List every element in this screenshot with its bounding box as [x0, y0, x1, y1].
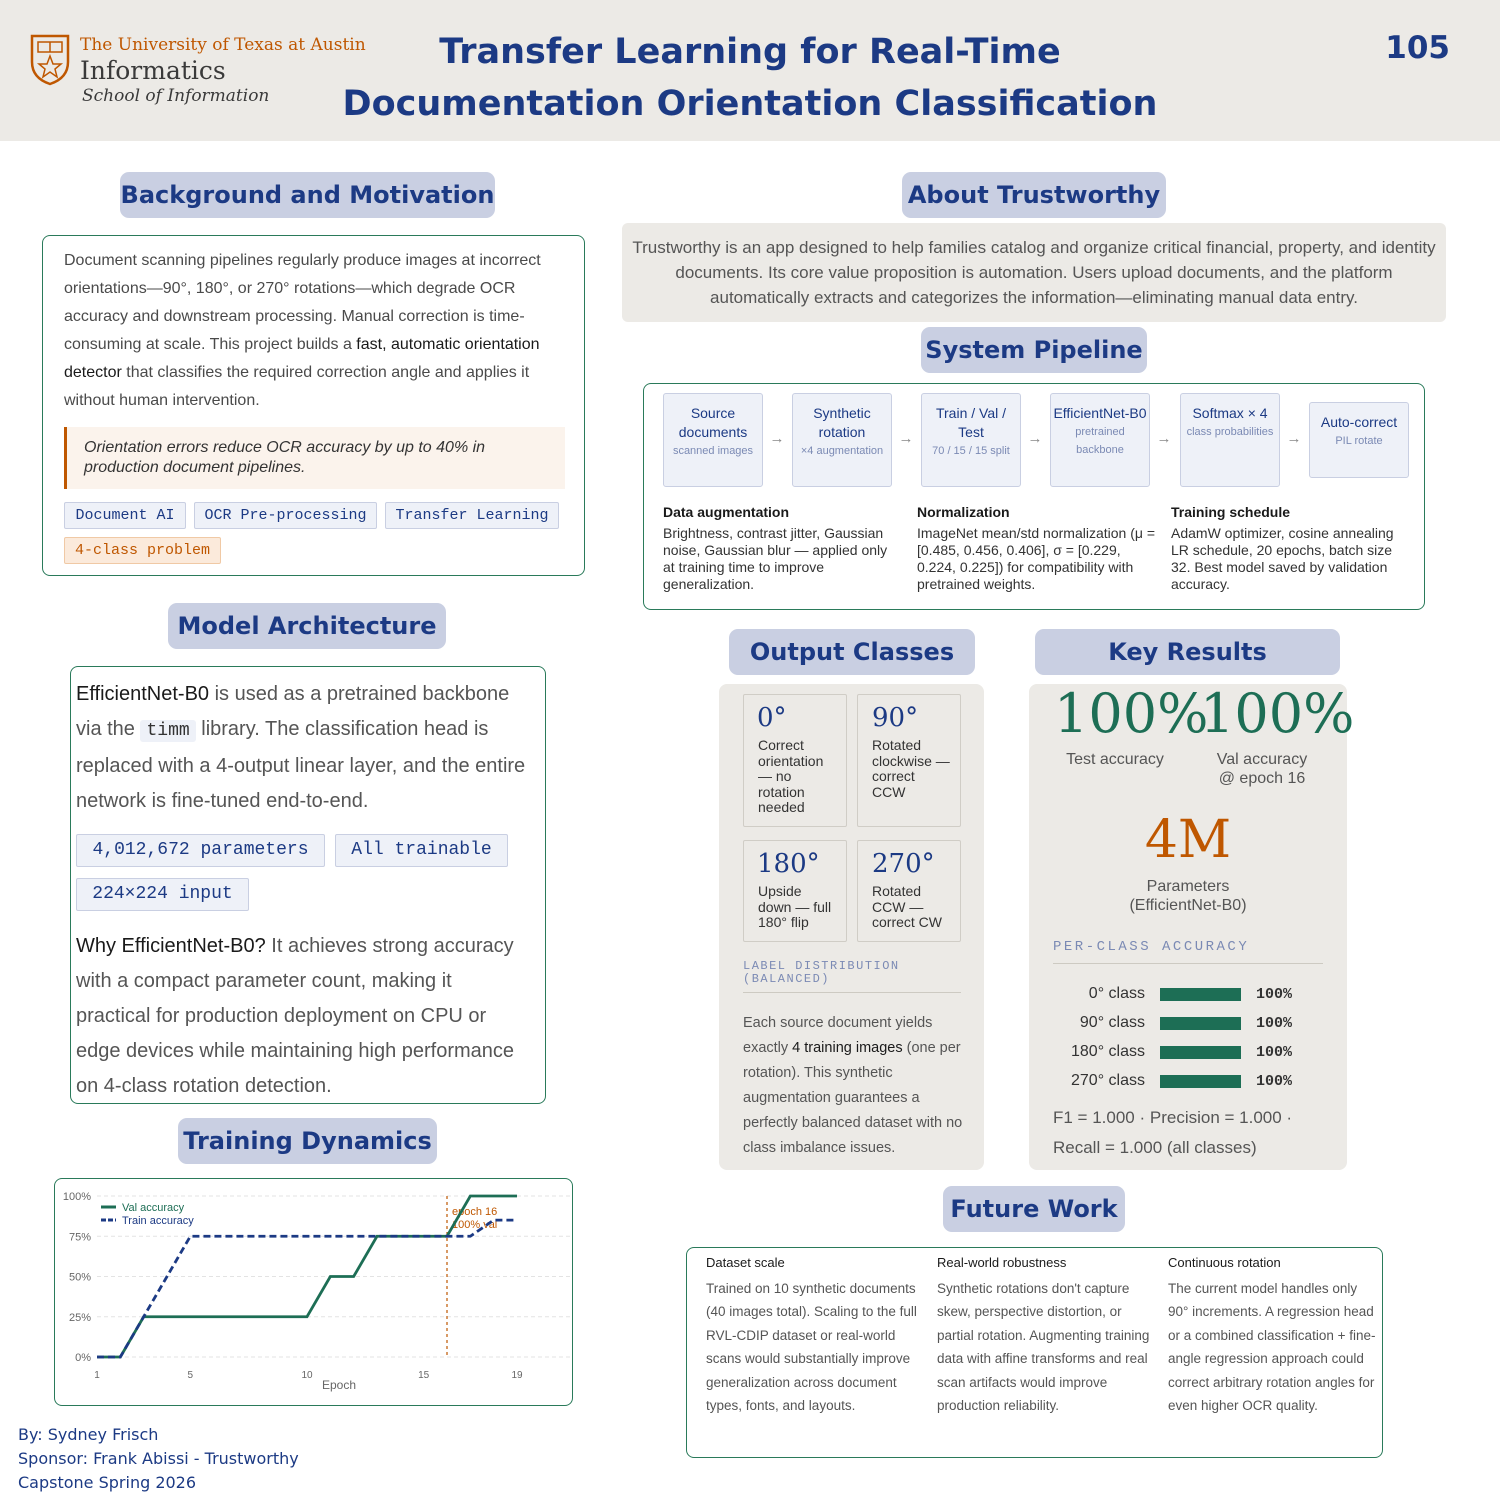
- distribution-text-part2: (one per rotation). This synthetic augmentation guarantees a perfectly balanced dataset with no class imbalance issues.: [743, 1040, 963, 1156]
- per-class-value: 100%: [1256, 1044, 1293, 1061]
- train-accuracy-line: [97, 1220, 517, 1357]
- per-class-bar-fill: [1160, 1075, 1241, 1088]
- per-class-name: 90° class: [1079, 1014, 1145, 1031]
- classes-heading: Output Classes: [729, 629, 975, 675]
- pipeline-heading: System Pipeline: [921, 327, 1147, 373]
- val-accuracy-label: [1200, 750, 1324, 788]
- pipeline-step-autocorrect: [1309, 402, 1409, 478]
- x-tick-label: 1: [94, 1370, 100, 1381]
- pipeline-step-softmax: [1180, 393, 1280, 487]
- ut-seal-icon: [30, 34, 70, 86]
- pipeline-step-rotation: [792, 393, 892, 487]
- future-rotation-text: The current model handles only 90° increments. A regression head or a combined classification + fine-angle regression approach could correct arbitrary rotation angles for even higher OCR quality.: [1168, 1281, 1376, 1414]
- distribution-text-bold: 4 training images: [792, 1040, 903, 1056]
- per-class-bar: [1160, 1017, 1241, 1030]
- schedule-text: AdamW optimizer, cosine annealing LR schedule, 20 epochs, batch size 32. Best model saved by validation accuracy.: [1171, 525, 1394, 592]
- pipeline-step-title: Train / Val / Test: [935, 405, 1007, 440]
- pipeline-step-sub: PIL rotate: [1335, 435, 1383, 447]
- arrow-right-icon: →: [1027, 430, 1043, 447]
- future-dataset-text: Trained on 10 synthetic documents (40 images total). Scaling to the full RVL-CDIP dataset or real-world scans would substantially improve generalization across document types, fonts, and layouts.: [706, 1281, 917, 1414]
- school-subtitle: School of Information: [82, 86, 270, 106]
- summary-metrics: F1 = 1.000 · Precision = 1.000 · Recall = 1.000 (all classes): [1053, 1108, 1293, 1157]
- per-class-bar-fill: [1160, 1017, 1241, 1030]
- distribution-text-part1: Each source document yields exactly: [743, 1015, 933, 1056]
- class-degree: 270°: [872, 849, 935, 879]
- poster-title-line2: Documentation Orientation Classification: [342, 84, 1158, 124]
- parameter-count-label-line2: (EfficientNet-B0): [1129, 897, 1247, 914]
- future-dataset-heading: Dataset scale: [706, 1255, 785, 1270]
- normalization-heading: Normalization: [917, 504, 1010, 520]
- future-robustness-heading: Real-world robustness: [937, 1255, 1067, 1270]
- per-class-name: 0° class: [1088, 985, 1145, 1002]
- tag-document-ai: Document AI: [64, 502, 186, 529]
- term-credit: Capstone Spring 2026: [18, 1473, 197, 1492]
- sponsor-credit: Sponsor: Frank Abissi - Trustworthy: [18, 1449, 299, 1468]
- y-tick-label: 100%: [62, 1191, 91, 1203]
- val-accuracy-label-line1: Val accuracy: [1216, 751, 1308, 768]
- per-class-value: 100%: [1256, 1073, 1293, 1090]
- schedule-heading: Training schedule: [1171, 504, 1291, 520]
- x-tick-label: 5: [187, 1370, 194, 1381]
- augmentation-heading: Data augmentation: [663, 504, 790, 520]
- per-class-bar: [1160, 988, 1241, 1001]
- tag-transfer-learning: Transfer Learning: [385, 502, 559, 529]
- x-tick-label: 10: [301, 1370, 313, 1381]
- parameter-count-value: 4M: [1144, 810, 1232, 870]
- author-credit: By: Sydney Frisch: [18, 1425, 159, 1444]
- val-accuracy-label-line2: @ epoch 16: [1218, 770, 1306, 787]
- pipeline-step-title: Auto-correct: [1320, 414, 1398, 430]
- y-tick-label: 75%: [68, 1231, 91, 1244]
- class-degree: 180°: [757, 849, 820, 879]
- label-distribution-text: [743, 1011, 965, 1161]
- annotation-label: epoch 16: [452, 1206, 498, 1218]
- per-class-name: 270° class: [1071, 1072, 1145, 1089]
- y-tick-label: 50%: [68, 1271, 91, 1284]
- future-robustness-text: Synthetic rotations don't capture skew, perspective distortion, or partial rotation. Augmenting training data with affine transforms and real scan artifacts would improve production reliability.: [937, 1281, 1150, 1414]
- future-rotation-heading: Continuous rotation: [1168, 1255, 1281, 1270]
- class-description: Rotated clockwise — correct CCW: [872, 737, 950, 800]
- training-heading: Training Dynamics: [178, 1118, 437, 1164]
- per-class-bar-fill: [1160, 988, 1241, 1001]
- timm-code: timm: [140, 720, 195, 742]
- per-class-bar-fill: [1160, 1046, 1241, 1059]
- pipeline-step-sub: scanned images: [672, 445, 754, 457]
- background-text-part2: that classifies the required correction angle and applies it without human intervention.: [64, 364, 530, 409]
- future-heading: Future Work: [943, 1186, 1125, 1232]
- pipeline-step-backbone: [1050, 393, 1150, 487]
- pipeline-step-sub: pretrained backbone: [1075, 426, 1125, 456]
- pipeline-step-title: Synthetic rotation: [813, 405, 871, 440]
- per-class-bar: [1160, 1075, 1241, 1088]
- institution-name: The University of Texas at Austin: [80, 35, 366, 55]
- per-class-bar: [1160, 1046, 1241, 1059]
- results-heading: Key Results: [1035, 629, 1340, 675]
- arrow-right-icon: →: [1286, 430, 1302, 447]
- poster-title-line1: Transfer Learning for Real-Time: [439, 32, 1061, 72]
- model-text-b: library. The classification head is replaced with a 4-output linear layer, and the entire network is fine-tuned end-to-end.: [76, 718, 526, 812]
- model-rationale-bold: Why EfficientNet-B0?: [76, 935, 266, 957]
- background-callout-text: Orientation errors reduce OCR accuracy by up to 40% in production document pipelines.: [84, 439, 486, 476]
- arrow-right-icon: →: [898, 430, 914, 447]
- background-heading: Background and Motivation: [120, 172, 495, 218]
- legend-label: Val accuracy: [122, 1202, 185, 1214]
- val-accuracy-value: 100%: [1200, 682, 1355, 745]
- tag-input-size: 224×224 input: [76, 878, 249, 911]
- pipeline-step-sub: class probabilities: [1186, 426, 1274, 438]
- class-description: Rotated CCW — correct CW: [872, 883, 942, 930]
- poster-title: [340, 26, 1160, 130]
- per-class-value: 100%: [1256, 1015, 1293, 1032]
- test-accuracy-value: 100%: [1054, 682, 1209, 745]
- legend-label: Train accuracy: [122, 1215, 194, 1227]
- pipeline-step-title: EfficientNet-B0: [1053, 405, 1147, 421]
- about-heading: About Trustworthy: [902, 172, 1166, 218]
- tag-parameters: 4,012,672 parameters: [76, 834, 325, 867]
- class-description: Correct orientation — no rotation needed: [758, 737, 824, 815]
- pipeline-step-sub: 70 / 15 / 15 split: [932, 445, 1010, 457]
- training-chart: [54, 1178, 573, 1406]
- parameter-count-label: [1029, 877, 1347, 915]
- class-degree: 0°: [757, 703, 787, 733]
- per-class-value: 100%: [1256, 986, 1293, 1003]
- model-description: [76, 677, 538, 819]
- pipeline-step-split: [921, 393, 1021, 487]
- pipeline-step-title: Source documents: [678, 405, 748, 440]
- arrow-right-icon: →: [1156, 430, 1172, 447]
- background-text: [64, 247, 574, 415]
- class-degree: 90°: [872, 703, 919, 733]
- tag-ocr-preprocessing: OCR Pre-processing: [194, 502, 377, 529]
- per-class-accuracy-label: PER-CLASS ACCURACY: [1053, 939, 1323, 964]
- x-tick-label: 19: [511, 1370, 523, 1381]
- school-name: Informatics: [80, 56, 226, 85]
- per-class-name: 180° class: [1071, 1043, 1145, 1060]
- x-axis-label: Epoch: [321, 1378, 357, 1392]
- test-accuracy-label: Test accuracy: [1066, 751, 1164, 768]
- y-tick-label: 25%: [68, 1311, 91, 1324]
- model-text-a: is used as a pretrained backbone via the: [76, 683, 510, 740]
- pipeline-step-title: Softmax × 4: [1192, 405, 1268, 421]
- model-heading: Model Architecture: [168, 603, 446, 649]
- arrow-right-icon: →: [769, 430, 785, 447]
- y-tick-label: 0%: [75, 1352, 91, 1364]
- pipeline-step-sub: ×4 augmentation: [800, 445, 884, 457]
- background-text-bold: fast, automatic orientation detector: [64, 336, 540, 381]
- class-description: Upside down — full 180° flip: [758, 883, 832, 930]
- tag-all-trainable: All trainable: [335, 834, 508, 867]
- background-text-part1: Document scanning pipelines regularly produce images at incorrect orientations—90°, 180°, or 270° rotations—which degrade OCR accuracy and downstream processing. Manual correction is time-consuming at scale. This project builds a: [64, 252, 541, 353]
- x-tick-label: 15: [418, 1370, 430, 1381]
- about-text: Trustworthy is an app designed to help families catalog and organize critical financial, property, and identity documents. Its core value proposition is automation. Users upload documents, and the platform automatically extracts and categorizes the information—eliminating manual data entry.: [632, 238, 1436, 307]
- label-distribution-label: LABEL DISTRIBUTION (BALANCED): [743, 960, 961, 993]
- model-name: EfficientNet-B0: [76, 683, 210, 705]
- tag-4-class-problem: 4-class problem: [64, 537, 221, 564]
- parameter-count-label-line1: Parameters: [1146, 878, 1230, 895]
- normalization-text: ImageNet mean/std normalization (μ = [0.485, 0.456, 0.406], σ = [0.229, 0.224, 0.225]) for compatibility with pretrained weights.: [917, 525, 1156, 592]
- pipeline-step-source: [663, 393, 763, 487]
- model-rationale: [76, 929, 526, 1104]
- annotation-label: 100% val: [452, 1219, 498, 1231]
- poster-number: 105: [1385, 30, 1450, 66]
- augmentation-text: Brightness, contrast jitter, Gaussian noise, Gaussian blur — applied only at training time to improve generalization.: [663, 525, 888, 592]
- model-rationale-text: It achieves strong accuracy with a compact parameter count, making it practical for production deployment on CPU or edge devices while maintaining high performance on 4-class rotation detection.: [76, 935, 515, 1097]
